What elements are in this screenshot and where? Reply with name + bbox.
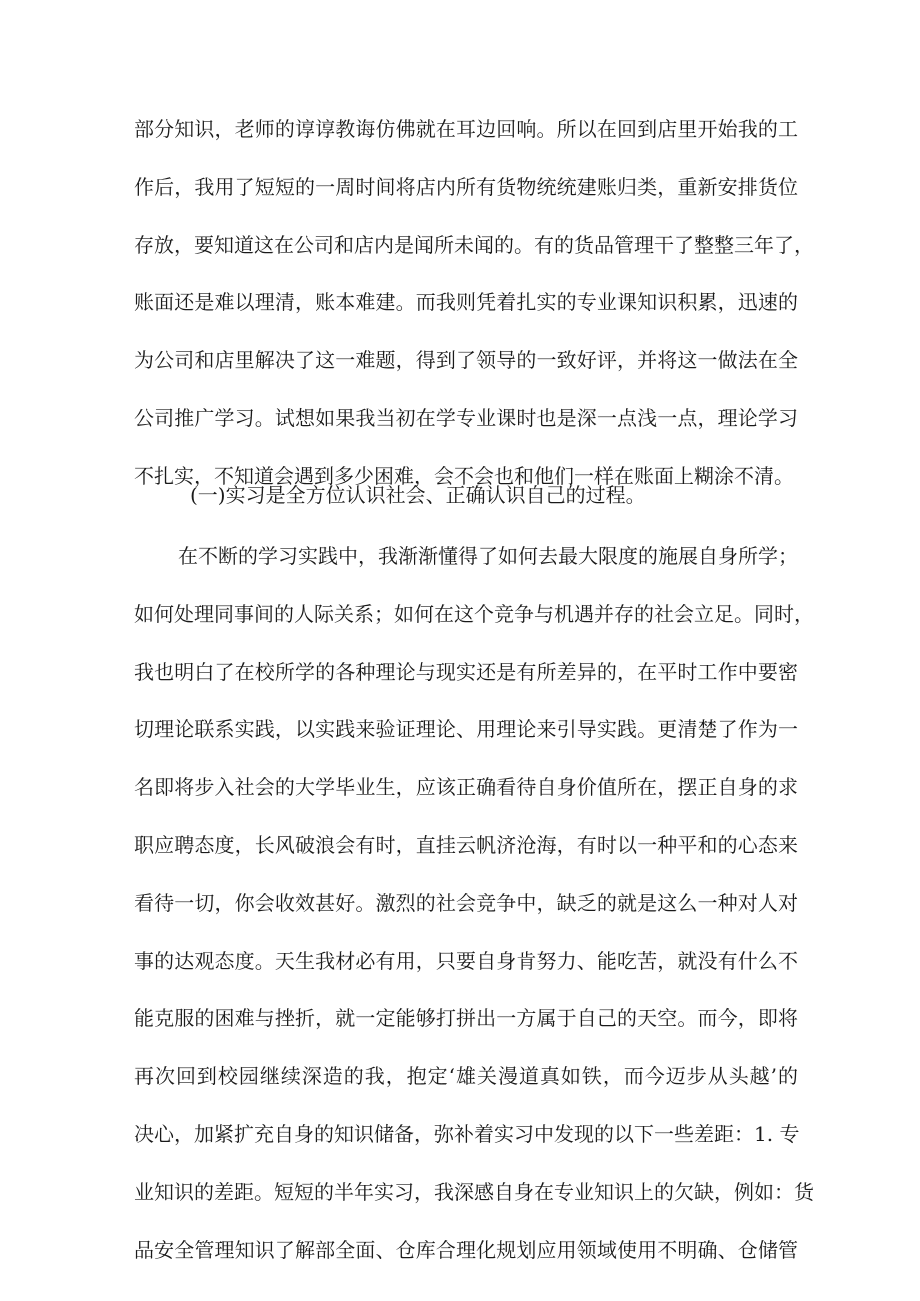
text-line: 再次回到校园继续深造的我，抱定‘雄关漫道真如铁，而今迈步从头越’的 <box>134 1064 798 1089</box>
text-line: 作后，我用了短短的一周时间将店内所有货物统统建账归类，重新安排货位 <box>134 174 798 199</box>
section-heading: (一)实习是全方位认识社会、正确认识自己的过程。 <box>190 483 646 507</box>
text-line: 如何处理同事间的人际关系；如何在这个竞争与机遇并存的社会立足。同时， <box>134 601 814 626</box>
paragraph-2 <box>134 528 814 1279</box>
text-line: 存放，要知道这在公司和店内是闻所未闻的。有的货品管理干了整整三年了， <box>134 232 814 257</box>
text-line: 公司推广学习。试想如果我当初在学专业课时也是深一点浅一点，理论学习 <box>134 405 798 430</box>
text-line: 不扎实，不知道会遇到多少困难，会不会也和他们一样在账面上糊涂不清。 <box>134 463 794 488</box>
text-line: 业知识的差距。短短的半年实习，我深感自身在专业知识上的欠缺，例如：货 <box>134 1179 814 1204</box>
text-line: 为公司和店里解决了这一难题，得到了领导的一致好评，并将这一做法在全 <box>134 348 798 373</box>
text-line: 在不断的学习实践中，我渐渐懂得了如何去最大限度的施展自身所学； <box>178 544 798 568</box>
text-line: 能克服的困难与挫折，就一定能够打拼出一方属于自己的天空。而今，即将 <box>134 1006 798 1031</box>
text-line: 我也明白了在校所学的各种理论与现实还是有所差异的，在平时工作中要密 <box>134 659 798 684</box>
text-line: 名即将步入社会的大学毕业生，应该正确看待自身价值所在，摆正自身的求 <box>134 775 798 800</box>
text-line: 职应聘态度，长风破浪会有时，直挂云帆济沧海，有时以一种平和的心态来 <box>134 832 798 857</box>
text-line: 事的达观态度。天生我材必有用，只要自身肯努力、能吃苦，就没有什么不 <box>134 948 798 973</box>
text-line: 部分知识，老师的谆谆教诲仿佛就在耳边回响。所以在回到店里开始我的工 <box>134 117 798 141</box>
text-line: 品安全管理知识了解部全面、仓库合理化规划应用领域使用不明确、仓储管 <box>134 1237 798 1262</box>
paragraph-1 <box>134 101 814 506</box>
text-line: 账面还是难以理清，账本难建。而我则凭着扎实的专业课知识积累，迅速的 <box>134 290 798 315</box>
text-line: 决心，加紧扩充自身的知识储备，弥补着实习中发现的以下一些差距：1. 专 <box>134 1121 800 1146</box>
text-line: 切理论联系实践，以实践来验证理论、用理论来引导实践。更清楚了作为一 <box>134 717 798 742</box>
text-line: 看待一切，你会收效甚好。激烈的社会竞争中，缺乏的就是这么一种对人对 <box>134 890 798 915</box>
